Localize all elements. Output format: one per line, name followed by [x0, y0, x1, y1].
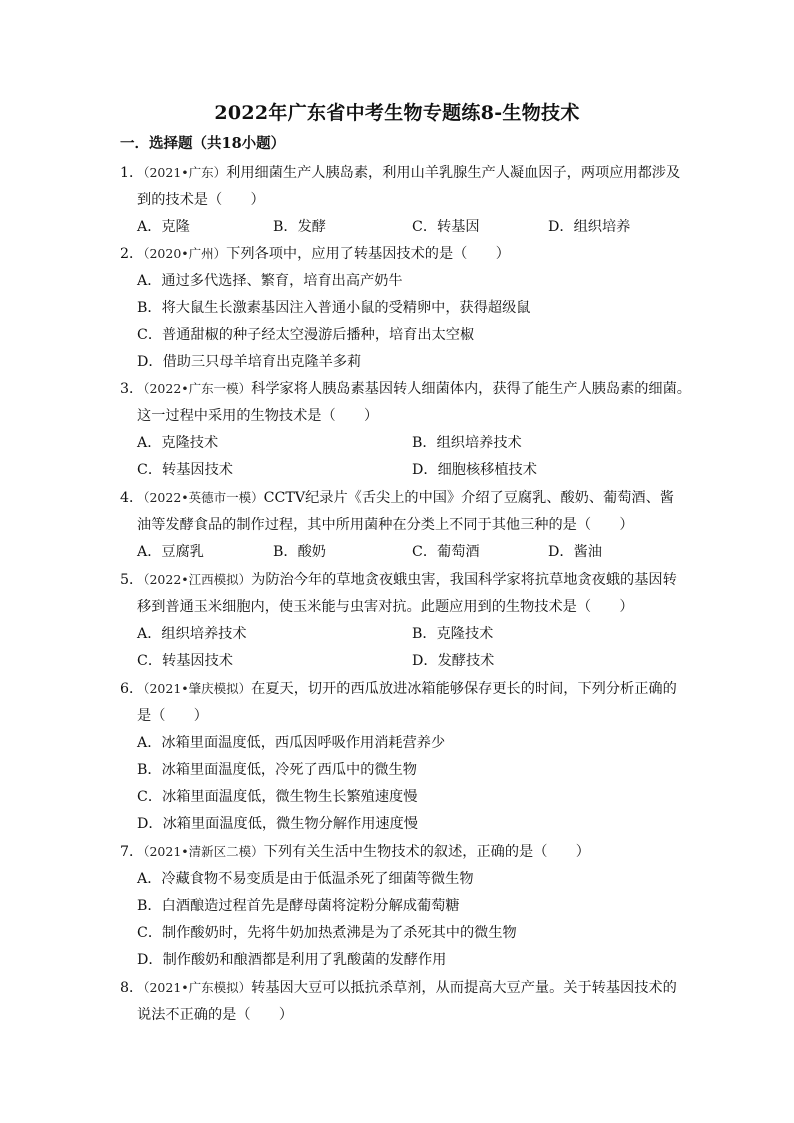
option-c: C．制作酸奶时，先将牛奶加热煮沸是为了杀死其中的微生物	[137, 925, 517, 941]
option-b: B．组织培养技术	[412, 435, 522, 451]
question-source: （2021•肇庆模拟）	[143, 681, 252, 696]
question-stem	[120, 566, 690, 594]
option-c: C．葡萄酒	[412, 544, 480, 560]
question-stem	[120, 240, 690, 268]
question-3	[120, 375, 690, 484]
stem-line: 科学家将人胰岛素基因转人细菌体内，获得了能生产人胰岛素的细菌。	[251, 381, 691, 397]
option-a: A．克隆技术	[137, 435, 219, 451]
question-number: 6．	[120, 681, 144, 697]
question-number: 4．	[120, 490, 144, 506]
stem-line: 在夏天，切开的西瓜放进冰箱能够保存更长的时间，下列分析正确的	[251, 681, 677, 697]
options-row	[120, 621, 690, 648]
stem-line: 转基因大豆可以抵抗杀草剂，从而提高大豆产量。关于转基因技术的	[251, 980, 677, 996]
option-a: A．组织培养技术	[137, 626, 247, 642]
question-source: （2022•江西模拟）	[143, 572, 252, 587]
option-a: A．冷藏食物不易变质是由于低温杀死了细菌等微生物	[137, 871, 474, 887]
question-7	[120, 838, 690, 974]
option-b: B．冰箱里面温度低，冷死了西瓜中的微生物	[137, 762, 417, 778]
options-row	[120, 430, 690, 457]
question-number: 3．	[120, 381, 144, 397]
stem-line: CCTV纪录片《舌尖上的中国》介绍了豆腐乳、酸奶、葡萄酒、酱	[263, 490, 674, 506]
question-stem	[120, 375, 690, 403]
question-4	[120, 484, 690, 566]
question-6	[120, 675, 690, 838]
question-stem	[120, 838, 690, 866]
question-1	[120, 159, 690, 241]
question-source: （2022•英德市一模）	[143, 490, 264, 505]
options-row	[120, 457, 690, 484]
question-number: 7．	[120, 844, 144, 860]
option-b: B．酸奶	[273, 544, 326, 560]
stem-line: 这一过程中采用的生物技术是（ ）	[137, 408, 379, 424]
question-number: 8．	[120, 980, 144, 996]
option-a: A．豆腐乳	[137, 544, 204, 560]
question-number: 5．	[120, 572, 144, 588]
question-source: （2022•广东一模）	[143, 381, 252, 396]
question-source: （2021•广东模拟）	[143, 980, 252, 995]
option-d: D．冰箱里面温度低，微生物分解作用速度慢	[137, 816, 418, 832]
stem-line: 利用细菌生产人胰岛素，利用山羊乳腺生产人凝血因子，两项应用都涉及	[226, 165, 681, 181]
option-d: D．借助三只母羊培育出克隆羊多莉	[137, 354, 362, 370]
question-5	[120, 566, 690, 675]
stem-line: 下列各项中，应用了转基因技术的是（ ）	[226, 246, 510, 262]
options-row	[120, 214, 690, 241]
options-row	[120, 648, 690, 675]
option-b: B．将大鼠生长激素基因注入普通小鼠的受精卵中，获得超级鼠	[137, 300, 531, 316]
stem-line: 到的技术是（ ）	[137, 192, 265, 208]
option-d: D．组织培养	[548, 219, 631, 235]
stem-line: 是（ ）	[137, 708, 208, 724]
question-number: 2．	[120, 246, 144, 262]
option-b: B．克隆技术	[412, 626, 494, 642]
stem-line: 为防治今年的草地贪夜蛾虫害，我国科学家将抗草地贪夜蛾的基因转	[251, 572, 677, 588]
stem-line: 移到普通玉米细胞内，使玉米能与虫害对抗。此题应用到的生物技术是（ ）	[137, 599, 634, 615]
question-stem	[120, 675, 690, 703]
stem-line: 油等发酵食品的制作过程，其中所用菌种在分类上不同于其他三种的是（ ）	[137, 517, 634, 533]
question-8	[120, 974, 690, 1029]
page-title: 2022年广东省中考生物专题练8-生物技术	[214, 102, 580, 124]
option-b: B．白酒酿造过程首先是酵母菌将淀粉分解成葡萄糖	[137, 898, 460, 914]
question-source: （2021•清新区二模）	[143, 844, 264, 859]
option-c: C．转基因技术	[137, 462, 233, 478]
option-d: D．细胞核移植技术	[412, 462, 537, 478]
section-heading: 一．选择题（共18小题）	[120, 135, 286, 152]
option-c: C．普通甜椒的种子经太空漫游后播种，培育出太空椒	[137, 327, 475, 343]
option-a: A．冰箱里面温度低，西瓜因呼吸作用消耗营养少	[137, 735, 446, 751]
question-stem	[120, 159, 690, 187]
question-number: 1．	[120, 165, 144, 181]
option-c: C．转基因技术	[137, 653, 233, 669]
question-stem	[120, 484, 690, 512]
option-b: B．发酵	[273, 219, 326, 235]
option-d: D．发酵技术	[412, 653, 495, 669]
option-a: A．通过多代选择、繁育，培育出高产奶牛	[137, 273, 403, 289]
question-source: （2021•广东）	[143, 165, 227, 180]
option-a: A．克隆	[137, 219, 190, 235]
option-d: D．酱油	[548, 544, 602, 560]
option-c: C．冰箱里面温度低，微生物生长繁殖速度慢	[137, 789, 418, 805]
option-c: C．转基因	[412, 219, 480, 235]
options-row	[120, 539, 690, 566]
question-source: （2020•广州）	[143, 246, 227, 261]
stem-line: 下列有关生活中生物技术的叙述，正确的是（ ）	[263, 844, 590, 860]
stem-line: 说法不正确的是（ ）	[137, 1007, 294, 1023]
question-2	[120, 240, 690, 376]
option-d: D．制作酸奶和酿酒都是利用了乳酸菌的发酵作用	[137, 952, 447, 968]
question-stem	[120, 974, 690, 1002]
